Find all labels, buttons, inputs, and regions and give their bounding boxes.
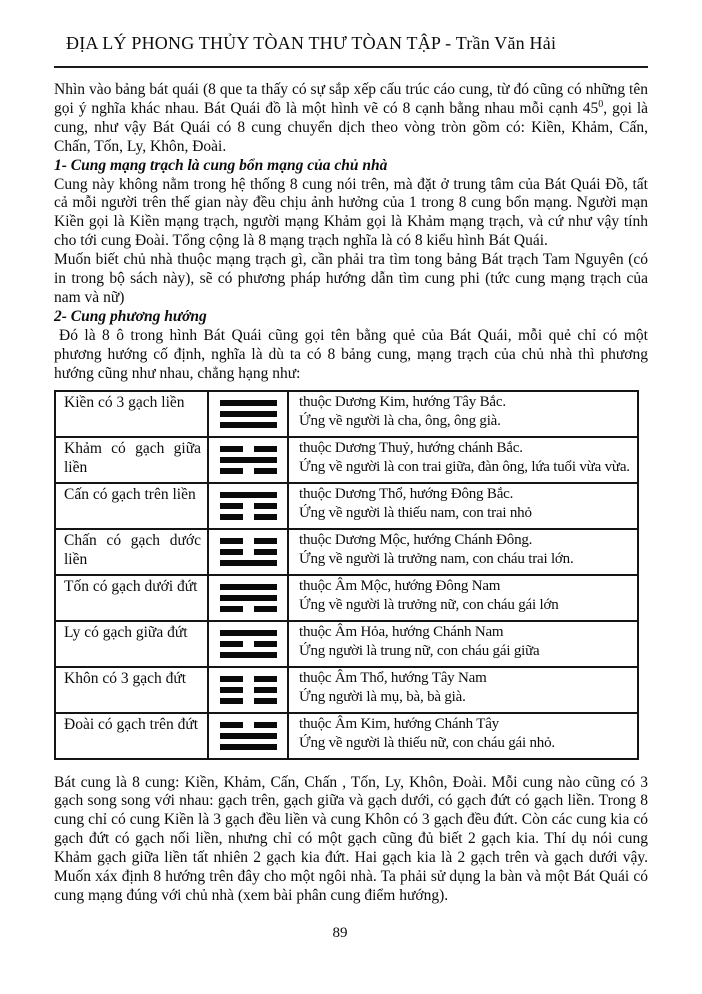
trigram-solid-line bbox=[220, 560, 277, 566]
trigram-row-description bbox=[288, 621, 638, 667]
description-line: thuộc Âm Mộc, hướng Đông Nam bbox=[299, 577, 501, 594]
description-line: Ứng về người là thiếu nam, con trai nhỏ bbox=[299, 505, 532, 521]
description-line: Ứng về người là cha, ông, ông già. bbox=[299, 413, 501, 429]
trigram-broken-line bbox=[220, 468, 277, 474]
trigram-icon bbox=[220, 538, 277, 566]
trigram-icon bbox=[220, 630, 277, 658]
trigram-cell bbox=[208, 713, 288, 759]
trigram-solid-line bbox=[220, 744, 277, 750]
book-title: ĐỊA LÝ PHONG THỦY TÒAN THƯ TÒAN TẬP - Trần Văn Hải bbox=[66, 33, 557, 53]
trigram-row bbox=[55, 667, 638, 713]
description-line: Ứng về người là con trai giữa, đàn ông, lứa tuổi vừa vừa. bbox=[299, 459, 630, 475]
trigram-solid-line bbox=[220, 652, 277, 658]
trigram-cell bbox=[208, 391, 288, 437]
trigram-icon bbox=[220, 722, 277, 750]
description-line: Ứng người là trung nữ, con cháu gái giữa bbox=[299, 643, 540, 659]
trigram-solid-line bbox=[220, 400, 277, 406]
trigram-row bbox=[55, 713, 638, 759]
trigram-row bbox=[55, 529, 638, 575]
trigram-broken-line bbox=[220, 676, 277, 682]
trigram-row-description bbox=[288, 391, 638, 437]
trigram-broken-line bbox=[220, 606, 277, 612]
trigram-broken-line bbox=[220, 687, 277, 693]
description-line: thuộc Dương Mộc, hướng Chánh Đông. bbox=[299, 531, 533, 548]
page-number: 89 bbox=[332, 925, 348, 941]
trigram-icon bbox=[220, 492, 277, 520]
trigram-row-description bbox=[288, 713, 638, 759]
description-line: thuộc Dương Thổ, hướng Đông Bắc. bbox=[299, 485, 514, 502]
trigram-row-label: Khảm có gạch giữa liền bbox=[55, 437, 208, 483]
section1-paragraph-2: Muốn biết chủ nhà thuộc mạng trạch gì, cần phải tra tìm tong bảng Bát trạch Tam Nguyên (có in trong bộ sách này), sẽ có phương pháp hướng dẫn tìm cung phi (tức cung mạng trạch của nam và nữ) bbox=[54, 251, 648, 306]
description-line: Ứng về người là trưởng nữ, con cháu gái lớn bbox=[299, 597, 559, 613]
intro-text-post: , gọi là cung, như vậy Bát Quái có 8 cung chuyển dịch theo vòng tròn gồm có: Kiền, Khảm, Cấn, Chấn, Tốn, Ly, Khôn, Đoài. bbox=[54, 99, 649, 155]
trigram-broken-line bbox=[220, 549, 277, 555]
description-line: thuộc Dương Thuỷ, hướng chánh Bắc. bbox=[299, 439, 523, 456]
description-line: thuộc Âm Hỏa, hướng Chánh Nam bbox=[299, 623, 504, 640]
description-line: Ứng về người là thiếu nữ, con cháu gái nhỏ. bbox=[299, 735, 555, 751]
trigram-solid-line bbox=[220, 411, 277, 417]
trigram-row-label: Khôn có 3 gạch đứt bbox=[55, 667, 208, 713]
trigram-row-label: Đoài có gạch trên đứt bbox=[55, 713, 208, 759]
trigram-row-description bbox=[288, 667, 638, 713]
trigram-solid-line bbox=[220, 584, 277, 590]
section2-heading: 2- Cung phương hướng bbox=[54, 307, 207, 325]
trigram-table bbox=[54, 390, 639, 760]
trigram-row-label: Cấn có gạch trên liền bbox=[55, 483, 208, 529]
trigram-row-description bbox=[288, 437, 638, 483]
description-line: thuộc Dương Kim, hướng Tây Bắc. bbox=[299, 393, 506, 410]
trigram-row bbox=[55, 391, 638, 437]
trigram-row bbox=[55, 575, 638, 621]
trigram-solid-line bbox=[220, 733, 277, 739]
section1-heading: 1- Cung mạng trạch là cung bổn mạng của chủ nhà bbox=[54, 156, 388, 174]
trigram-cell bbox=[208, 575, 288, 621]
page-content bbox=[54, 32, 648, 906]
trigram-icon bbox=[220, 584, 277, 612]
intro-paragraph bbox=[54, 81, 648, 157]
trigram-cell bbox=[208, 437, 288, 483]
intro-text-pre: Nhìn vào bảng bát quái (8 que ta thấy có sự sắp xếp cấu trúc cáo cung, từ đó cũng có những tên gọi ý nghĩa khác nhau. Bát Quái đồ là một hình vẽ có 8 cạnh bằng nhau mỗi cạnh 45 bbox=[54, 81, 648, 117]
trigram-icon bbox=[220, 676, 277, 704]
trigram-cell bbox=[208, 529, 288, 575]
description-line: thuộc Âm Kim, hướng Chánh Tây bbox=[299, 715, 499, 732]
description-line: Ứng về người là trưởng nam, con cháu trai lớn. bbox=[299, 551, 574, 567]
trigram-solid-line bbox=[220, 630, 277, 636]
section1-paragraph-1: Cung này không nằm trong hệ thống 8 cung nói trên, mà đặt ở trung tâm của Bát Quái Đồ, tất cả mỗi người trên thế gian này đều chịu ảnh hưởng của 1 trong 8 cung bổn mạng. Người mạn Kiền gọi là Kiền mạng trạch, người mạng Khảm gọi là Khảm mạng trạch, và cứ như vậy tính cho tới cung Đoài. Tổng cộng là 8 mạng trạch nghĩa là có 8 kiểu hình Bát Quái. bbox=[54, 175, 648, 250]
trigram-row bbox=[55, 621, 638, 667]
description-line: thuộc Âm Thổ, hướng Tây Nam bbox=[299, 669, 487, 686]
trigram-icon bbox=[220, 446, 277, 474]
trigram-broken-line bbox=[220, 698, 277, 704]
trigram-row bbox=[55, 437, 638, 483]
trigram-cell bbox=[208, 621, 288, 667]
trigram-cell bbox=[208, 483, 288, 529]
closing-paragraph: Bát cung là 8 cung: Kiền, Khảm, Cấn, Chấn , Tốn, Ly, Khôn, Đoài. Mỗi cung nào cũng có 3 gạch song song với nhau: gạch trên, gạch giữa và gạch dưới, có gạch đứt có gạch liền. Trong 8 cung chỉ có cung Kiền là 3 gạch đều liền và cung Khôn có 3 gạch đều đứt. Còn các cung kia có gạch đứt có gạch nối liền, nhưng chỉ có một gạch cũng đủ biết 2 gạch kia. Thí dụ nói cung Khảm gạch giữa liền tất nhiên 2 gạch kia đứt. Hai gạch kia là 2 gạch trên và gạch dưới vậy. Muốn xáx định 8 hướng trên đây cho một ngôi nhà. Ta phải sử dụng la bàn và một Bát Quái có cung mạng đúng với chủ nhà (xem bài phân cung điểm hướng). bbox=[54, 773, 648, 904]
trigram-solid-line bbox=[220, 595, 277, 601]
book-header bbox=[54, 32, 648, 68]
trigram-solid-line bbox=[220, 492, 277, 498]
trigram-row-label: Tốn có gạch dưới đứt bbox=[55, 575, 208, 621]
trigram-cell bbox=[208, 667, 288, 713]
trigram-row-label: Kiền có 3 gạch liền bbox=[55, 391, 208, 437]
trigram-solid-line bbox=[220, 457, 277, 463]
trigram-broken-line bbox=[220, 503, 277, 509]
trigram-row-description bbox=[288, 529, 638, 575]
trigram-broken-line bbox=[220, 538, 277, 544]
trigram-broken-line bbox=[220, 641, 277, 647]
trigram-broken-line bbox=[220, 514, 277, 520]
trigram-table-body bbox=[55, 391, 638, 759]
trigram-broken-line bbox=[220, 446, 277, 452]
trigram-solid-line bbox=[220, 422, 277, 428]
description-line: Ứng người là mụ, bà, bà già. bbox=[299, 689, 466, 705]
trigram-icon bbox=[220, 400, 277, 428]
trigram-row bbox=[55, 483, 638, 529]
trigram-row-label: Chấn có gạch dước liền bbox=[55, 529, 208, 575]
trigram-row-description bbox=[288, 483, 638, 529]
trigram-broken-line bbox=[220, 722, 277, 728]
degree-superscript: 0 bbox=[598, 98, 604, 110]
trigram-row-description bbox=[288, 575, 638, 621]
trigram-row-label: Ly có gạch giữa đứt bbox=[55, 621, 208, 667]
section2-paragraph: Đó là 8 ô trong hình Bát Quái cũng gọi tên bằng quẻ của Bát Quái, mỗi quẻ chỉ có một phương hướng cố định, nghĩa là dù ta có 8 bảng cung, mạng trạch của chủ nhà thì phương hướng cũng như nhau, chẳng hạng như: bbox=[54, 326, 648, 382]
